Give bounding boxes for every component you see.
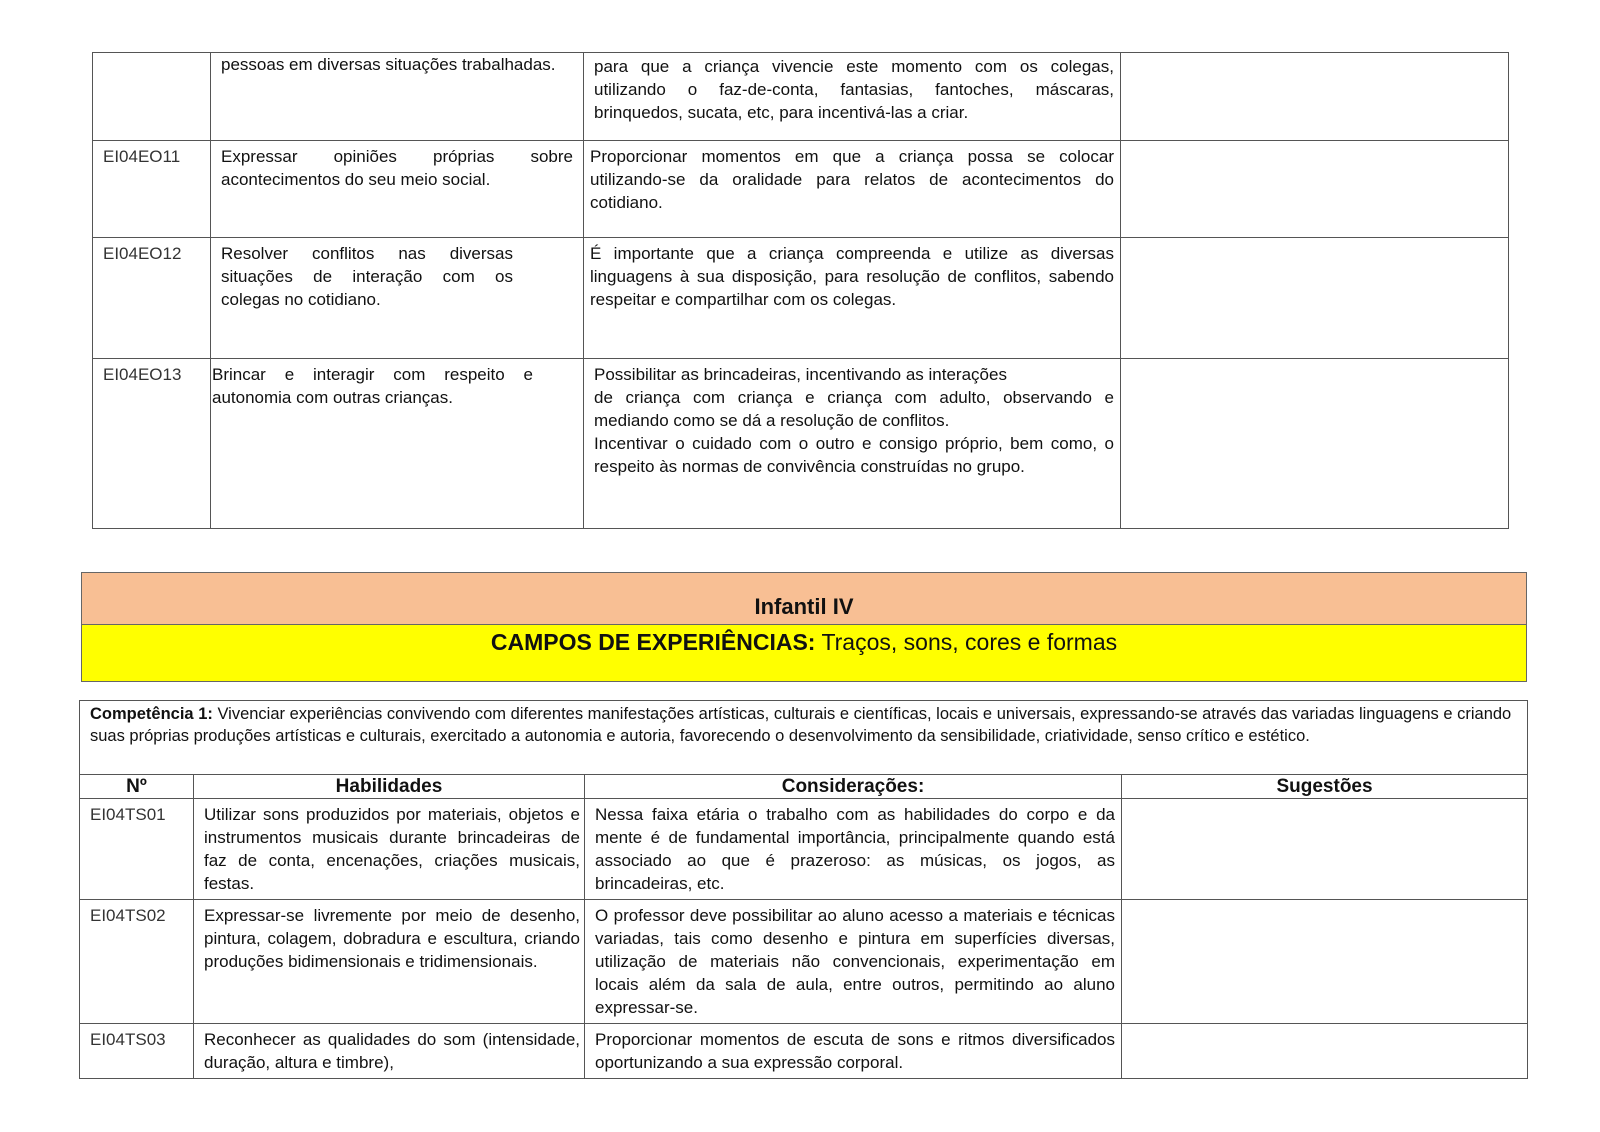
skill-description: Utilizar sons produzidos por materiais, objetos e instrumentos musicais durante brincadeiras de faz de conta, encenações, criações musicais, festas. (194, 799, 585, 900)
skill-description: pessoas em diversas situações trabalhadas. (211, 53, 584, 141)
column-header-no: Nº (80, 775, 194, 799)
column-header-sugestoes: Sugestões (1122, 775, 1528, 799)
skill-suggestion (1121, 359, 1509, 529)
skill-code: EI04TS03 (80, 1024, 194, 1079)
competency-row (80, 701, 1528, 775)
skill-description: Reconhecer as qualidades do som (intensidade, duração, altura e timbre), (194, 1024, 585, 1079)
header-row (80, 775, 1528, 799)
skill-consideration: Proporcionar momentos de escuta de sons e ritmos diversificados oportunizando a sua expressão corporal. (585, 1024, 1122, 1079)
skill-suggestion (1122, 1024, 1528, 1079)
consideration-line: Possibilitar as brincadeiras, incentivando as interações (594, 365, 1007, 384)
skill-consideration: O professor deve possibilitar ao aluno acesso a materiais e técnicas variadas, tais como desenho e pintura em superfícies diversas, utilização de materiais não convencionais, experimentação em locais além da sala de aula, entre outros, permitindo ao aluno expressar-se. (585, 900, 1122, 1024)
table-row (93, 53, 1509, 141)
skill-consideration (584, 359, 1121, 529)
skill-code: EI04EO12 (93, 238, 211, 359)
skill-consideration: para que a criança vivencie este momento com os colegas, utilizando o faz-de-conta, fantasias, fantoches, máscaras, brinquedos, sucata, etc, para incentivá-las a criar. (584, 53, 1121, 141)
skill-consideration: É importante que a criança compreenda e utilize as diversas linguagens à sua disposição, para resolução de conflitos, sabendo respeitar e compartilhar com os colegas. (584, 238, 1121, 359)
skill-description: Resolver conflitos nas diversas situações de interação com os colegas no cotidiano. (211, 238, 584, 359)
table-row (93, 238, 1509, 359)
level-title: Infantil IV (82, 573, 1526, 625)
skills-table (79, 700, 1528, 1079)
competency-label: Competência 1: (90, 705, 213, 723)
skill-suggestion (1122, 900, 1528, 1024)
skill-consideration: Proporcionar momentos em que a criança possa se colocar utilizando-se da oralidade para relatos de acontecimentos do cotidiano. (584, 141, 1121, 238)
skill-code (93, 53, 211, 141)
competency-text (80, 701, 1528, 775)
campos-label: CAMPOS DE EXPERIÊNCIAS: (490, 629, 816, 655)
skill-consideration: Nessa faixa etária o trabalho com as habilidades do corpo e da mente é de fundamental importância, principalmente quando está associado ao que é prazeroso: as músicas, os jogos, as brincadeiras, etc. (585, 799, 1122, 900)
skill-code: EI04EO11 (93, 141, 211, 238)
consideration-line: de criança com criança e criança com adulto, observando e mediando como se dá a resolução de conflitos. (594, 388, 1114, 430)
skill-description: Expressar-se livremente por meio de desenho, pintura, colagem, dobradura e escultura, criando produções bidimensionais e tridimensionais. (194, 900, 585, 1024)
competency-description: Vivenciar experiências convivendo com diferentes manifestações artísticas, culturais e científicas, locais e universais, expressando-se através das variadas linguagens e criando suas próprias produções artísticas e culturais, exercitado a autonomia e autoria, favorecendo o desenvolvimento da sensibilidade, criatividade, senso crítico e estético. (90, 705, 1512, 745)
consideration-line: Incentivar o cuidado com o outro e consigo próprio, bem como, o respeito às normas de convivência construídas no grupo. (594, 434, 1114, 476)
skill-suggestion (1121, 141, 1509, 238)
skill-suggestion (1121, 238, 1509, 359)
table-row (80, 799, 1528, 900)
table-row (80, 1024, 1528, 1079)
top-skills-table (92, 52, 1509, 529)
skill-code: EI04TS01 (80, 799, 194, 900)
skill-suggestion (1121, 53, 1509, 141)
skill-code: EI04TS02 (80, 900, 194, 1024)
table-row (93, 141, 1509, 238)
skill-description: Expressar opiniões próprias sobre acontecimentos do seu meio social. (211, 141, 584, 238)
column-header-habilidades: Habilidades (194, 775, 585, 799)
section-banner (81, 572, 1527, 682)
skill-suggestion (1122, 799, 1528, 900)
table-row (93, 359, 1509, 529)
campos-heading (82, 625, 1526, 681)
skill-code: EI04EO13 (93, 359, 211, 529)
skill-description: Brincar e interagir com respeito e autonomia com outras crianças. (211, 359, 584, 529)
table-row (80, 900, 1528, 1024)
column-header-consideracoes: Considerações: (585, 775, 1122, 799)
campos-value: Traços, sons, cores e formas (815, 629, 1118, 655)
